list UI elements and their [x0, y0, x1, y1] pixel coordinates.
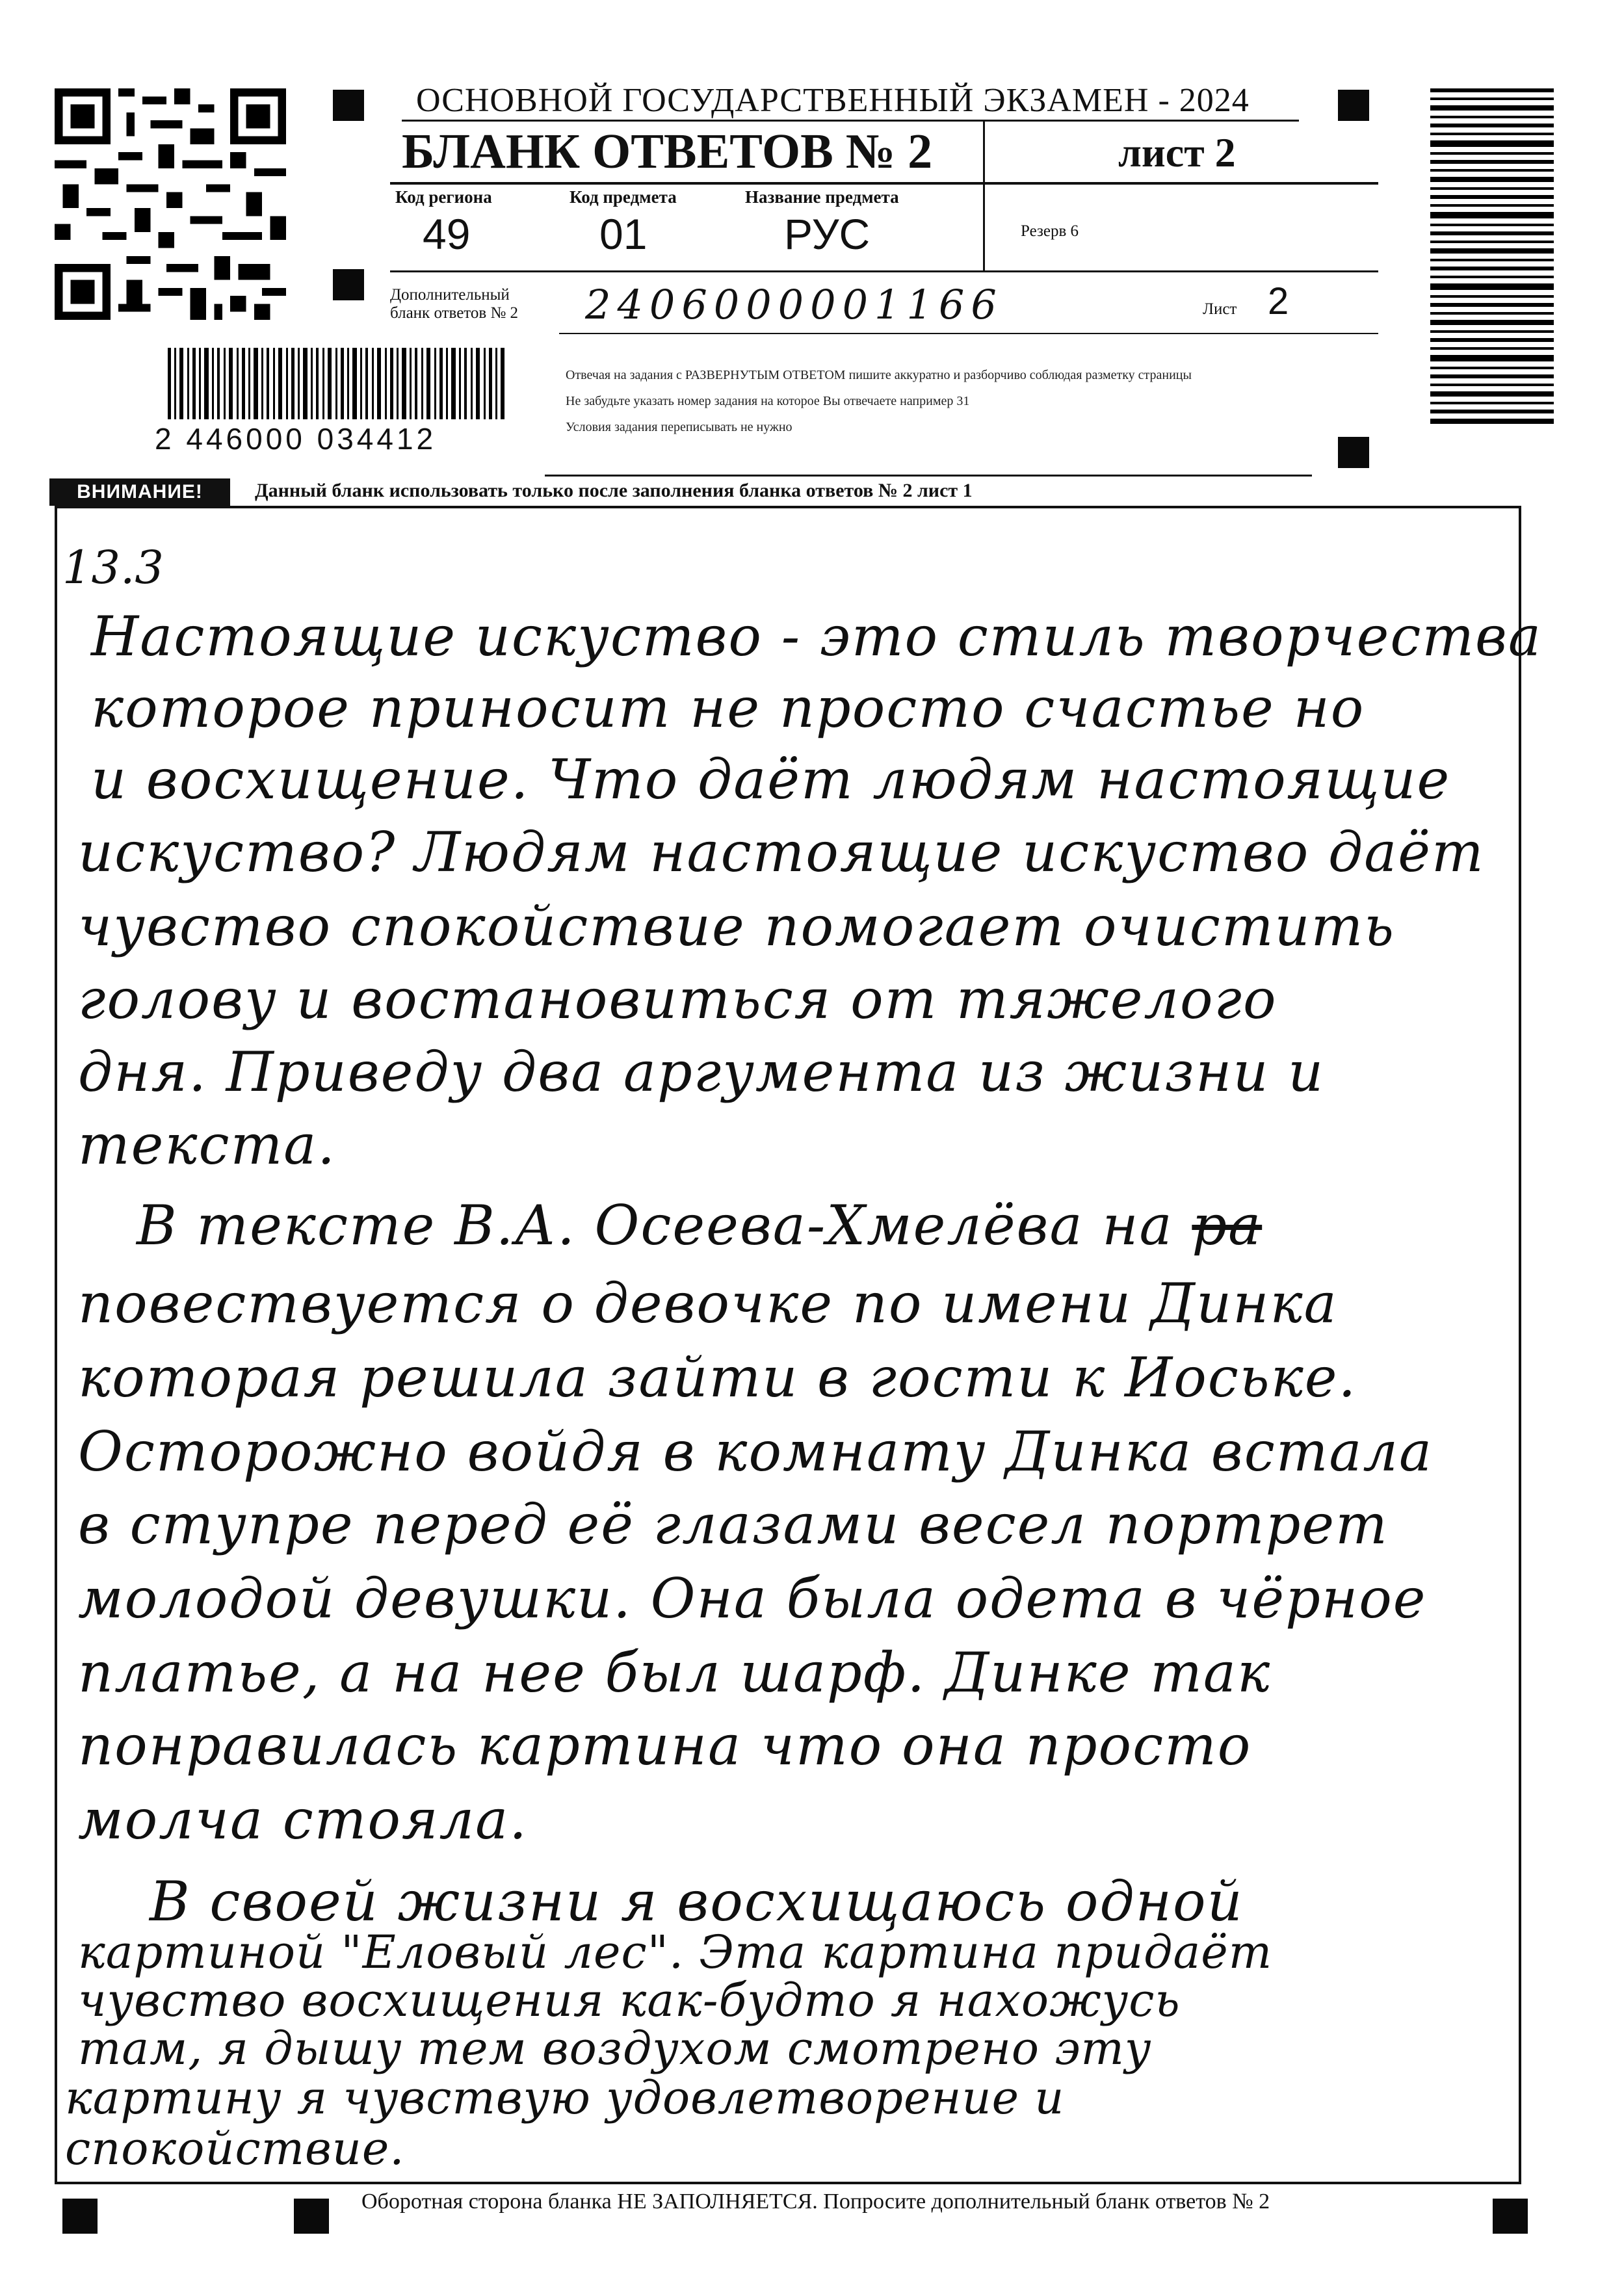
instruction-underline [545, 475, 1312, 477]
list-label: Лист [1203, 300, 1237, 318]
reserve-label: Резерв 6 [1021, 222, 1079, 240]
fields-divider [390, 270, 1378, 272]
title-underline [402, 120, 1299, 122]
corner-marker [294, 2199, 329, 2234]
corner-marker [62, 2199, 98, 2234]
answer-line: Настоящие искуство - это стиль творчества [91, 605, 1542, 668]
answer-line: в ступре перед её глазами весел портрет [78, 1493, 1389, 1556]
additional-form-label [390, 286, 518, 322]
answer-line: которая решила зайти в гости к Иоське. [78, 1346, 1357, 1409]
corner-marker [333, 90, 364, 121]
header-divider [390, 182, 1378, 185]
answer-line: Осторожно войдя в комнату Динка встала [78, 1420, 1434, 1483]
header-vdivider [983, 120, 985, 272]
answer-line: В своей жизни я восхищаюсь одной [150, 1870, 1244, 1933]
footer-note: Оборотная сторона бланка НЕ ЗАПОЛНЯЕТСЯ. Попросите дополнительный бланк ответов № 2 [361, 2189, 1270, 2214]
corner-marker [1338, 90, 1369, 121]
form-title: БЛАНК ОТВЕТОВ № 2 [402, 124, 933, 179]
instruction-line: Не забудьте указать номер задания на которое Вы отвечаете например 31 [566, 394, 970, 408]
subject-name-value: РУС [784, 210, 871, 258]
answer-line-small: там, я дышу тем воздухом смотрено эту [78, 2022, 1152, 2075]
instruction-line: Условия задания переписывать не нужно [566, 420, 792, 434]
answer-line: понравилась картина что она просто [78, 1714, 1252, 1777]
answer-line [137, 1194, 1262, 1257]
answer-line-small: картину я чувствую удовлетворение и [65, 2071, 1065, 2124]
subject-code-value: 01 [599, 210, 648, 258]
sheet-label: лист 2 [1118, 129, 1236, 176]
answer-line: платье, а на нее был шарф. Динке так [78, 1641, 1272, 1705]
answer-line: дня. Приведу два аргумента из жизни и [78, 1040, 1325, 1104]
instruction-line: Отвечая на задания с РАЗВЕРНУТЫМ ОТВЕТОМ пишите аккуратно и разборчиво соблюдая разметку страницы [566, 368, 1192, 382]
barcode [168, 348, 506, 419]
answer-line: текста. [78, 1113, 337, 1177]
additional-underline [559, 333, 1378, 334]
answer-line: повествуется о девочке по имени Динка [78, 1272, 1338, 1335]
answer-line: чувство спокойствие помогает очистить [78, 895, 1395, 958]
subject-name-label: Название предмета [745, 187, 899, 207]
list-value: 2 [1268, 280, 1289, 322]
corner-marker [1493, 2199, 1528, 2234]
corner-marker [1338, 437, 1369, 468]
region-label: Код региона [395, 187, 492, 207]
answer-line-small: чувство восхищения как-будто я нахожусь [78, 1974, 1181, 2027]
vertical-barcode [1430, 88, 1554, 426]
additional-form-number: 2406000001166 [585, 281, 1003, 328]
exam-title: ОСНОВНОЙ ГОСУДАРСТВЕННЫЙ ЭКЗАМЕН - 2024 [416, 82, 1250, 119]
answer-line-small: спокойствие. [65, 2122, 405, 2175]
barcode-number: 2 446000 034412 [155, 422, 437, 456]
additional-form-label-line1: Дополнительный [390, 286, 510, 304]
additional-form-label-line2: бланк ответов № 2 [390, 304, 519, 322]
task-number: 13.3 [62, 541, 164, 594]
corner-marker [333, 269, 364, 300]
answer-line: голову и востановиться от тяжелого [78, 967, 1277, 1031]
subject-code-label: Код предмета [570, 187, 677, 207]
answer-line-text: В тексте В.А. Осеева-Хмелёва на [137, 1194, 1173, 1257]
answer-line: молодой девушки. Она была одета в чёрное [78, 1567, 1427, 1630]
answer-line: искуство? Людям настоящие искуство даёт [78, 820, 1485, 884]
answer-line-small: картиной "Еловый лес". Эта картина придаёт [78, 1926, 1273, 1979]
qr-code [55, 88, 286, 320]
answer-line: и восхищение. Что даёт людям настоящие [91, 748, 1451, 811]
attention-text: Данный бланк использовать только после заполнения бланка ответов № 2 лист 1 [255, 480, 973, 501]
struck-word: ра [1192, 1194, 1263, 1257]
attention-badge: ВНИМАНИЕ! [49, 478, 230, 506]
region-value: 49 [423, 210, 471, 258]
answer-line: молча стояла. [78, 1788, 528, 1851]
answer-line: которое приносит не просто счастье но [91, 676, 1365, 740]
